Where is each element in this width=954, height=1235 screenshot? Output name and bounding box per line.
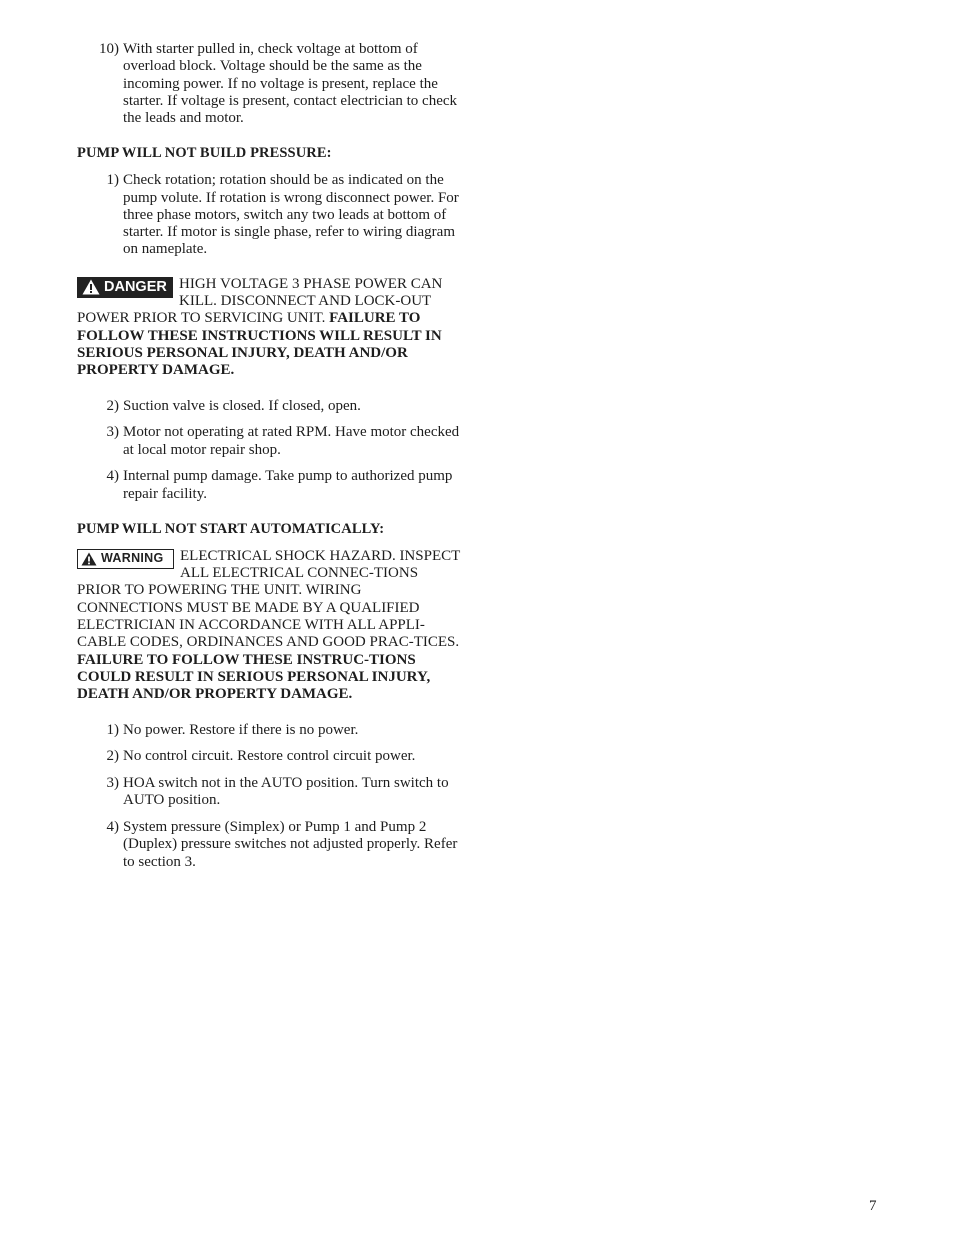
auto-step-4 xyxy=(77,819,465,871)
step-text: No power. Restore if there is no power. xyxy=(123,721,359,738)
warning-notice xyxy=(77,548,465,704)
auto-step-2 xyxy=(77,748,465,765)
auto-step-1 xyxy=(77,722,465,739)
step-text: HOA switch not in the AUTO position. Turn switch to AUTO position. xyxy=(123,775,449,809)
step-number: 10) xyxy=(99,41,119,57)
step-number: 4) xyxy=(106,819,119,836)
danger-text: HIGH VOLTAGE 3 PHASE POWER CAN KILL. DISCONNECT AND LOCK-OUT POWER PRIOR TO SERVICING UNIT. xyxy=(77,275,443,327)
warning-badge-label: WARNING xyxy=(101,551,164,566)
step-10 xyxy=(77,41,465,127)
danger-notice xyxy=(77,276,465,380)
warning-text: ELECTRICAL SHOCK HAZARD. INSPECT ALL ELECTRICAL CONNEC-TIONS PRIOR TO POWERING THE UNIT. WIRING CONNECTIONS MUST BE MADE BY A QUALIFIED ELECTRICIAN IN ACCORDANCE WITH ALL APPLI-CABLE CODES, ORDINANCES AND GOOD PRAC-TICES. xyxy=(77,547,461,651)
step-text: With starter pulled in, check voltage at bottom of overload block. Voltage should be the same as the incoming power. If no voltage is present, replace the starter. If voltage is present, contact electrician to check the leads and motor. xyxy=(123,41,458,127)
pressure-step-1 xyxy=(77,172,465,258)
pressure-step-4 xyxy=(77,468,465,503)
warning-triangle-icon xyxy=(82,279,100,295)
heading-no-pressure: PUMP WILL NOT BUILD PRESSURE: xyxy=(77,145,332,162)
danger-bold-text: FAILURE TO FOLLOW THESE INSTRUCTIONS WILL RESULT IN SERIOUS PERSONAL INJURY, DEATH AND/OR PROPERTY DAMAGE. xyxy=(77,310,442,379)
step-text: Motor not operating at rated RPM. Have motor checked at local motor repair shop. xyxy=(123,424,460,458)
danger-badge-label: DANGER xyxy=(104,278,167,295)
auto-step-3 xyxy=(77,775,465,810)
warning-badge xyxy=(77,549,174,569)
step-text: No control circuit. Restore control circuit power. xyxy=(123,748,416,765)
step-number: 1) xyxy=(106,721,119,738)
step-number: 2) xyxy=(106,397,119,414)
document-body xyxy=(77,38,465,871)
step-text: Check rotation; rotation should be as indicated on the pump volute. If rotation is wrong disconnect power. For three phase motors, switch any two leads at bottom of starter. If motor is single phase, refer to wiring diagram on nameplate. xyxy=(123,172,459,258)
step-text: Internal pump damage. Take pump to authorized pump repair facility. xyxy=(123,468,453,502)
pressure-step-3 xyxy=(77,424,465,459)
step-text: Suction valve is closed. If closed, open. xyxy=(123,397,361,414)
page-number: 7 xyxy=(869,1198,877,1214)
pressure-step-2 xyxy=(77,398,465,415)
step-number: 3) xyxy=(106,775,119,792)
step-number: 4) xyxy=(106,468,119,485)
step-number: 3) xyxy=(106,424,119,441)
heading-no-auto-start: PUMP WILL NOT START AUTOMATICALLY: xyxy=(77,521,385,538)
step-number: 1) xyxy=(106,172,119,189)
step-number: 2) xyxy=(106,748,119,765)
warning-triangle-icon xyxy=(81,552,97,566)
danger-badge xyxy=(77,277,173,298)
warning-bold-text: FAILURE TO FOLLOW THESE INSTRUC-TIONS COULD RESULT IN SERIOUS PERSONAL INJURY, DEATH AND/OR PROPERTY DAMAGE. xyxy=(77,651,431,703)
step-text: System pressure (Simplex) or Pump 1 and Pump 2 (Duplex) pressure switches not adjusted properly. Refer to section 3. xyxy=(123,819,458,870)
